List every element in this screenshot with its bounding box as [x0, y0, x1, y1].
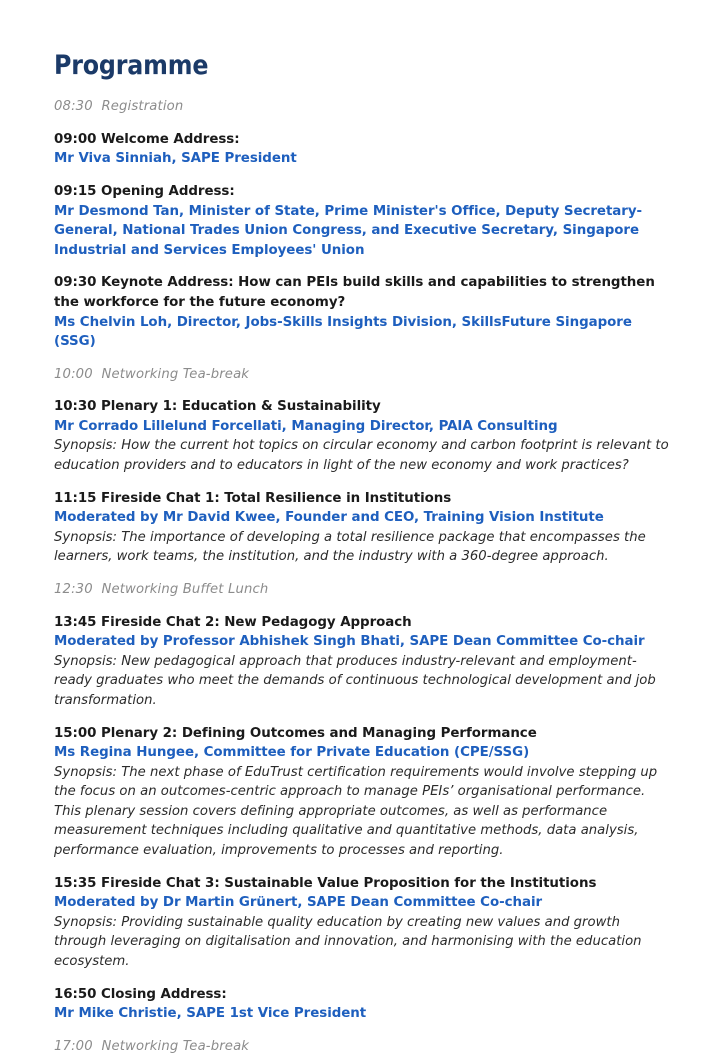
break-label: 08:30 Registration — [54, 99, 184, 115]
session-speaker: Mr Corrado Lillelund Forcellati, Managing Director, PAIA Consulting — [54, 418, 558, 434]
session-speaker: Ms Regina Hungee, Committee for Private Education (CPE/SSG) — [54, 745, 530, 761]
session-speaker: Mr Desmond Tan, Minister of State, Prime Minister's Office, Deputy Secretary-General, National Trades Union Congress, and Executive Secretary, Singapore Industrial and Services Employees' Union — [54, 203, 643, 258]
break-item — [54, 1037, 672, 1056]
page-title: Programme — [54, 50, 209, 81]
session-speaker: Moderated by Professor Abhishek Singh Bhati, SAPE Dean Committee Co-chair — [54, 634, 645, 650]
break-label: 12:30 Networking Buffet Lunch — [54, 582, 269, 598]
session-title: 15:35 Fireside Chat 3: Sustainable Value Proposition for the Institutions — [54, 875, 597, 891]
session-title: 11:15 Fireside Chat 1: Total Resilience in Institutions — [54, 490, 452, 506]
session-title: 09:15 Opening Address: — [54, 184, 235, 200]
session-item — [54, 397, 672, 475]
session-item — [54, 724, 672, 861]
session-synopsis: Synopsis: The importance of developing a total resilience package that encompasses the learners, work teams, the institution, and the industry with a 360-degree approach. — [54, 529, 646, 565]
session-speaker: Moderated by Mr David Kwee, Founder and CEO, Training Vision Institute — [54, 510, 604, 526]
session-item — [54, 130, 672, 169]
session-title: 13:45 Fireside Chat 2: New Pedagogy Approach — [54, 614, 412, 630]
session-item — [54, 874, 672, 972]
session-item — [54, 613, 672, 711]
programme-schedule-list — [54, 97, 672, 1056]
session-synopsis: Synopsis: New pedagogical approach that produces industry-relevant and employment-ready graduates who meet the demands of continuous technological development and job transformation. — [54, 653, 656, 708]
session-item — [54, 182, 672, 260]
break-label: 17:00 Networking Tea-break — [54, 1038, 250, 1054]
session-title: 10:30 Plenary 1: Education & Sustainability — [54, 399, 381, 415]
session-synopsis: Synopsis: How the current hot topics on circular economy and carbon footprint is relevant to education providers and to educators in light of the new economy and work practices? — [54, 438, 669, 474]
session-item — [54, 489, 672, 567]
break-item — [54, 365, 672, 385]
break-item — [54, 97, 672, 117]
session-title: 09:30 Keynote Address: How can PEIs build skills and capabilities to strengthen the workforce for the future economy? — [54, 275, 655, 310]
break-item — [54, 580, 672, 600]
session-speaker: Mr Viva Sinniah, SAPE President — [54, 151, 297, 167]
session-title: 16:50 Closing Address: — [54, 986, 227, 1002]
break-label: 10:00 Networking Tea-break — [54, 366, 250, 382]
session-item — [54, 985, 672, 1024]
session-synopsis: Synopsis: The next phase of EduTrust certification requirements would involve stepping up the focus on an outcomes-centric approach to manage PEIs’ organisational performance. This plenary session covers defining appropriate outcomes, as well as performance measurement techniques including qualitative and quantitative methods, data analysis, performance evaluation, improvements to processes and reporting. — [54, 764, 658, 859]
session-title: 09:00 Welcome Address: — [54, 131, 240, 147]
session-item — [54, 273, 672, 351]
session-speaker: Mr Mike Christie, SAPE 1st Vice President — [54, 1006, 367, 1022]
session-speaker: Moderated by Dr Martin Grünert, SAPE Dean Committee Co-chair — [54, 895, 543, 911]
session-synopsis: Synopsis: Providing sustainable quality education by creating new values and growth through leveraging on digitalisation and innovation, and harmonising with the education ecosystem. — [54, 914, 642, 970]
session-speaker: Ms Chelvin Loh, Director, Jobs-Skills Insights Division, SkillsFuture Singapore (SSG) — [54, 314, 632, 350]
session-title: 15:00 Plenary 2: Defining Outcomes and Managing Performance — [54, 725, 537, 741]
